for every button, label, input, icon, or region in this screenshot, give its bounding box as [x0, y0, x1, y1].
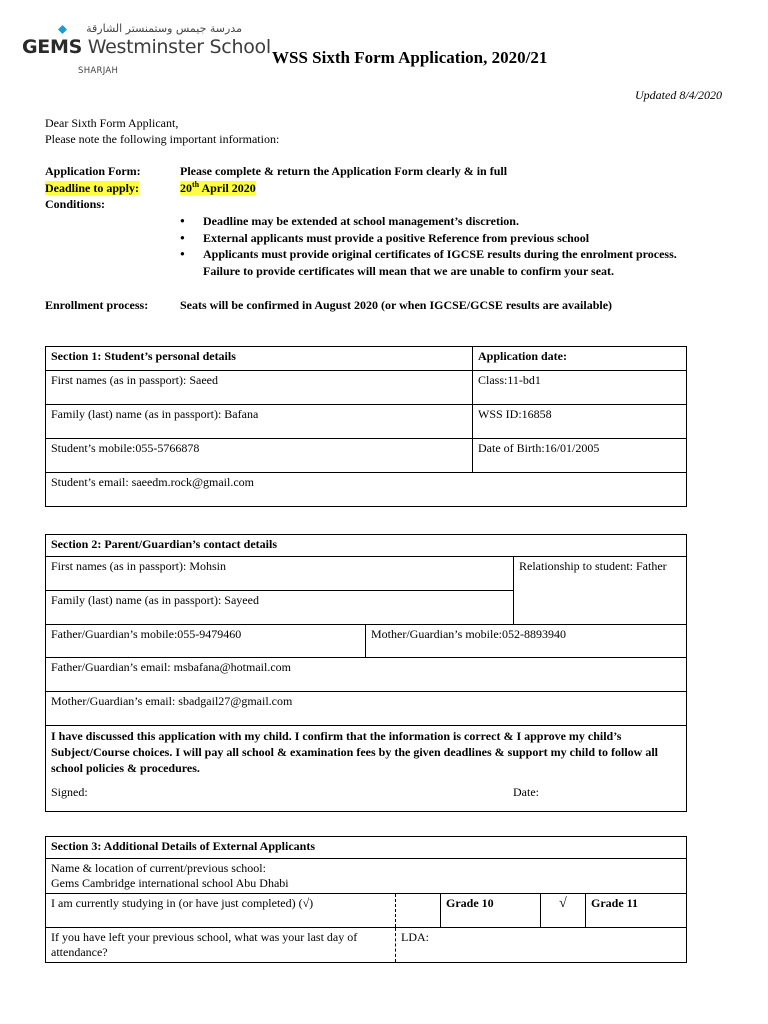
student-first-names-field[interactable]: First names (as in passport): Saeed — [46, 371, 473, 405]
mother-mobile-field[interactable]: Mother/Guardian’s mobile:052-8893940 — [366, 625, 687, 658]
student-email-field[interactable]: Student’s email: saeedm.rock@gmail.com — [46, 473, 687, 507]
grade11-checkbox[interactable]: √ — [541, 894, 586, 928]
grade10-checkbox[interactable] — [396, 894, 441, 928]
section3-title: Section 3: Additional Details of External Applicants — [46, 837, 687, 859]
previous-school-field[interactable] — [46, 859, 687, 894]
condition-item: ● External applicants must provide a positive Reference from previous school — [180, 230, 705, 247]
deadline-label: Deadline to apply: — [45, 181, 140, 195]
logo-city: SHARJAH — [78, 66, 119, 76]
enrollment-value: Seats will be confirmed in August 2020 (or when IGCSE/GCSE results are available) — [180, 298, 613, 312]
father-email-field[interactable]: Father/Guardian’s email: msbafana@hotmail.com — [46, 658, 687, 692]
section3-table — [45, 836, 687, 963]
father-mobile-field[interactable]: Father/Guardian’s mobile:055-9479460 — [46, 625, 366, 658]
section2-title: Section 2: Parent/Guardian’s contact details — [46, 535, 687, 557]
condition-item: ● Applicants must provide original certificates of IGCSE results during the enrolment process. Failure to provide certificates will mean that we are unable to confirm your seat. — [180, 246, 705, 279]
application-form-value: Please complete & return the Application Form clearly & in full — [180, 164, 508, 178]
studying-label: I am currently studying in (or have just completed) (√) — [46, 894, 396, 928]
enrollment-label: Enrollment process: — [45, 298, 149, 312]
grade10-label: Grade 10 — [441, 894, 541, 928]
previous-school-label: Name & location of current/previous school: — [51, 861, 266, 875]
condition-item: ● Deadline may be extended at school management’s discretion. — [180, 213, 705, 230]
conditions-label: Conditions: — [45, 197, 106, 211]
mother-email-field[interactable]: Mother/Guardian’s email: sbadgail27@gmail.com — [46, 692, 687, 726]
section2-table — [45, 534, 687, 812]
application-form-row — [45, 164, 507, 179]
parent-family-name-field[interactable]: Family (last) name (as in passport): Sayeed — [46, 591, 514, 625]
section1-title: Section 1: Student’s personal details — [46, 347, 473, 371]
date-field[interactable]: Date: — [513, 785, 539, 799]
page-title: WSS Sixth Form Application, 2020/21 — [272, 48, 548, 67]
class-field[interactable]: Class:11-bd1 — [473, 371, 687, 405]
grade11-label: Grade 11 — [586, 894, 687, 928]
school-logo — [22, 22, 271, 78]
student-mobile-field[interactable]: Student’s mobile:055-5766878 — [46, 439, 473, 473]
declaration-text: I have discussed this application with my child. I confirm that the information is correct & I approve my child’s Subject/Course choices. I will pay all school & examination fees by the given deadlines & support my child to follow all school policies & procedures. — [51, 729, 659, 775]
application-form-label: Application Form: — [45, 164, 141, 178]
previous-school-value: Gems Cambridge international school Abu Dhabi — [51, 876, 289, 890]
last-day-label: If you have left your previous school, what was your last day of attendance? — [46, 928, 396, 963]
intro-text — [45, 115, 279, 147]
logo-name: GEMS Westminster School — [22, 36, 271, 58]
lda-field[interactable]: LDA: — [396, 928, 687, 963]
enrollment-row — [45, 298, 612, 313]
application-date-field[interactable]: Application date: — [473, 347, 687, 371]
parent-first-names-field[interactable]: First names (as in passport): Mohsin — [46, 557, 514, 591]
relationship-field[interactable]: Relationship to student: Father — [514, 557, 687, 625]
logo-arabic-text: مدرسة جيمس وستمنستر الشارقة — [86, 22, 242, 35]
signed-field[interactable]: Signed: — [51, 785, 88, 799]
deadline-row — [45, 180, 256, 196]
section1-table — [45, 346, 687, 507]
conditions-list — [180, 213, 705, 279]
student-family-name-field[interactable]: Family (last) name (as in passport): Bafana — [46, 405, 473, 439]
declaration-cell — [46, 726, 687, 812]
wss-id-field[interactable]: WSS ID:16858 — [473, 405, 687, 439]
greeting: Dear Sixth Form Applicant, — [45, 116, 179, 130]
date-of-birth-field[interactable]: Date of Birth:16/01/2005 — [473, 439, 687, 473]
diamond-icon — [58, 25, 67, 34]
deadline-value: 20th April 2020 — [180, 180, 256, 195]
intro-note: Please note the following important information: — [45, 132, 280, 146]
updated-date: Updated 8/4/2020 — [635, 88, 722, 102]
